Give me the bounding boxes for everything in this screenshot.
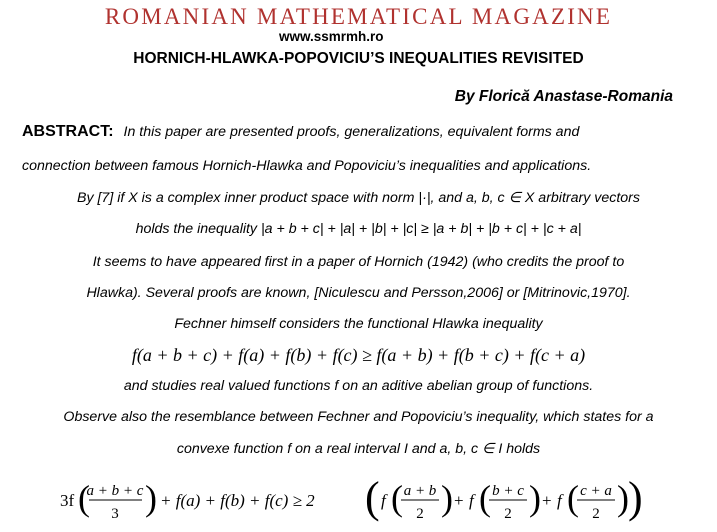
paren-close-3: ) bbox=[529, 478, 541, 518]
frac4-denominator: 2 bbox=[592, 506, 600, 522]
abstract-text-3: By [7] if X is a complex inner product space with norm |·|, and a, b, c ∈ X arbitrary vectors bbox=[76, 190, 641, 206]
abstract-text-1: In this paper are presented proofs, generalizations, equivalent forms and bbox=[123, 124, 580, 140]
abstract-text-9: Observe also the resemblance between Fechner and Popoviciu’s inequality, which states for a bbox=[63, 409, 654, 425]
frac1-numerator: a + b + c bbox=[86, 483, 144, 499]
magazine-title: ROMANIAN MATHEMATICAL MAGAZINE bbox=[104, 4, 613, 29]
frac2-denominator: 2 bbox=[416, 506, 424, 522]
frac1-denominator: 3 bbox=[111, 506, 119, 522]
big-paren-close: ) bbox=[628, 476, 643, 522]
paren-open-2: ( bbox=[391, 478, 403, 518]
abstract-text-8: and studies real valued functions f on an aditive abelian group of functions. bbox=[123, 378, 594, 394]
popoviciu-formula bbox=[60, 476, 660, 524]
paren-close-1: ) bbox=[145, 478, 157, 518]
hornich-hlawka-inequality-line: holds the inequality |a + b + c| + |a| + |b| + |c| ≥ |a + b| + |b + c| + |c + a| bbox=[135, 221, 582, 237]
plus-2: + bbox=[542, 491, 552, 510]
paren-open-4: ( bbox=[567, 478, 579, 518]
fechner-formula: f(a + b + c) + f(a) + f(b) + f(c) ≥ f(a + b) + f(b + c) + f(c + a) bbox=[131, 345, 586, 365]
popoviciu-formula-svg bbox=[60, 476, 660, 524]
abstract-text-5: It seems to have appeared first in a paper of Hornich (1942) (who credits the proof to bbox=[92, 254, 625, 270]
abstract-text-6: Hlawka). Several proofs are known, [Niculescu and Persson,2006] or [Mitrinovic,1970]. bbox=[86, 285, 631, 301]
f-term-1: f bbox=[381, 491, 386, 510]
paren-close-4: ) bbox=[617, 478, 629, 518]
formula-lhs-coef: 3f bbox=[60, 491, 75, 510]
frac2-numerator: a + b bbox=[403, 483, 437, 499]
paren-open-3: ( bbox=[479, 478, 491, 518]
paper-title: HORNICH-HLAWKA-POPOVICIU’S INEQUALITIES REVISITED bbox=[133, 50, 584, 67]
abstract-text-2: connection between famous Hornich-Hlawka and Popoviciu’s inequalities and applications. bbox=[22, 158, 592, 174]
f-term-2: f bbox=[469, 491, 474, 510]
paren-open-1: ( bbox=[78, 478, 90, 518]
abstract-text-7: Fechner himself considers the functional Hlawka inequality bbox=[174, 316, 543, 332]
website-url[interactable]: www.ssmrmh.ro bbox=[279, 29, 384, 44]
frac3-numerator: b + c bbox=[492, 483, 524, 499]
abstract-text-10: convexe function f on a real interval I and a, b, c ∈ I holds bbox=[176, 441, 541, 457]
formula-middle: + f(a) + f(b) + f(c) ≥ 2 bbox=[160, 491, 315, 510]
f-term-3: f bbox=[557, 491, 562, 510]
abstract-first-line bbox=[22, 123, 579, 141]
abstract-label: ABSTRACT: bbox=[22, 123, 114, 140]
frac3-denominator: 2 bbox=[504, 506, 512, 522]
paren-close-2: ) bbox=[441, 478, 453, 518]
frac4-numerator: c + a bbox=[580, 483, 612, 499]
author-line: By Florică Anastase-Romania bbox=[454, 88, 673, 105]
plus-1: + bbox=[454, 491, 464, 510]
big-paren-open: ( bbox=[365, 476, 380, 522]
